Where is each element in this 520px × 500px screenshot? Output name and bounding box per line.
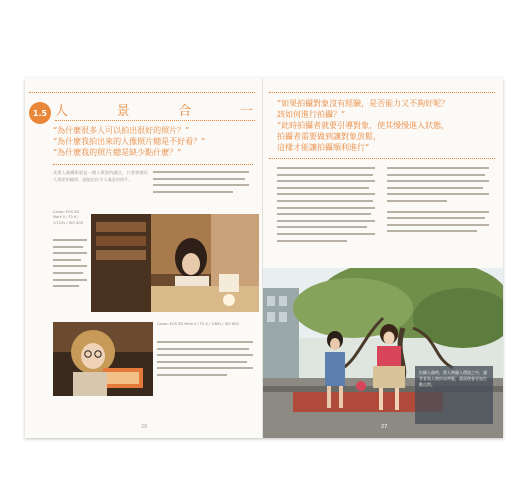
body-column-3 (157, 340, 255, 390)
right-pull-quote (277, 98, 487, 153)
photo-glasses-portrait (53, 322, 153, 396)
caption-text: Canon EOS 5D Mark II / F2.0 / 1/60s / ISO 800 (157, 322, 239, 326)
body-column-1 (53, 170, 148, 210)
caption-text: Canon EOS 5D Mark II / F2.8 / 1/125s / ISO 400 (53, 210, 83, 225)
body-column-2 (387, 166, 491, 256)
section-title-char: 人 (55, 104, 71, 119)
pull-quote-line: “為什麼很多人可以拍出很好的照片？” (53, 126, 190, 135)
magazine-spread (25, 78, 503, 438)
top-dotted-rule (29, 92, 255, 93)
page-number-right: 27 (381, 424, 388, 430)
section-title-char: 合 (178, 104, 194, 119)
top-dotted-rule (269, 92, 495, 93)
photo-caption-box (415, 366, 493, 424)
pull-quote-line: 這樣才能讓拍攝順利進行” (277, 143, 370, 152)
left-page (25, 78, 263, 438)
pull-quote-line: 該如何進行拍攝？” (277, 110, 346, 119)
photo-glasses-image (53, 322, 153, 396)
photo-cafe-image (91, 214, 259, 312)
body-column-2 (153, 170, 253, 210)
section-title (55, 100, 255, 119)
page-number-left: 26 (141, 424, 148, 430)
pull-quote-line: 拍攝者需要做到讓對象放鬆， (277, 132, 381, 141)
pull-quote-line: “此時拍攝者就要引導對象，使其慢慢進入狀態， (277, 121, 450, 130)
body-text: 其實人像攝影就是一種人與景的融合，只要掌握好人與景的關係，就能拍出令人滿意的照片。 (53, 170, 148, 182)
title-dotted-rule (55, 120, 255, 121)
pull-quote-line: “為什麼我拍出來的人像照片總是不好看？” (53, 137, 206, 146)
photo-cafe-portrait (91, 214, 259, 312)
pull-quote (53, 125, 253, 158)
pull-quote-line: “如果拍攝對象沒有經驗，是否能力又不夠好呢？ (277, 99, 450, 108)
side-caption-1 (53, 210, 89, 226)
section-title-char: 一 (239, 104, 255, 119)
body-column-1 (277, 166, 377, 256)
right-page (263, 78, 503, 438)
side-caption-2 (157, 322, 255, 327)
section-title-char: 景 (116, 104, 132, 119)
quote-dotted-rule (269, 158, 495, 159)
caption-text: 拍攝人像時，將人物融入環境之中，讓背景與人物形成呼應，畫面便會更加生動自然。 (419, 370, 487, 387)
pull-quote-line: “為什麼我的照片總是缺少點什麼？” (53, 148, 182, 157)
section-number-badge: 1.5 (29, 102, 51, 124)
side-text-column (53, 238, 89, 298)
quote-dotted-rule (53, 164, 253, 165)
